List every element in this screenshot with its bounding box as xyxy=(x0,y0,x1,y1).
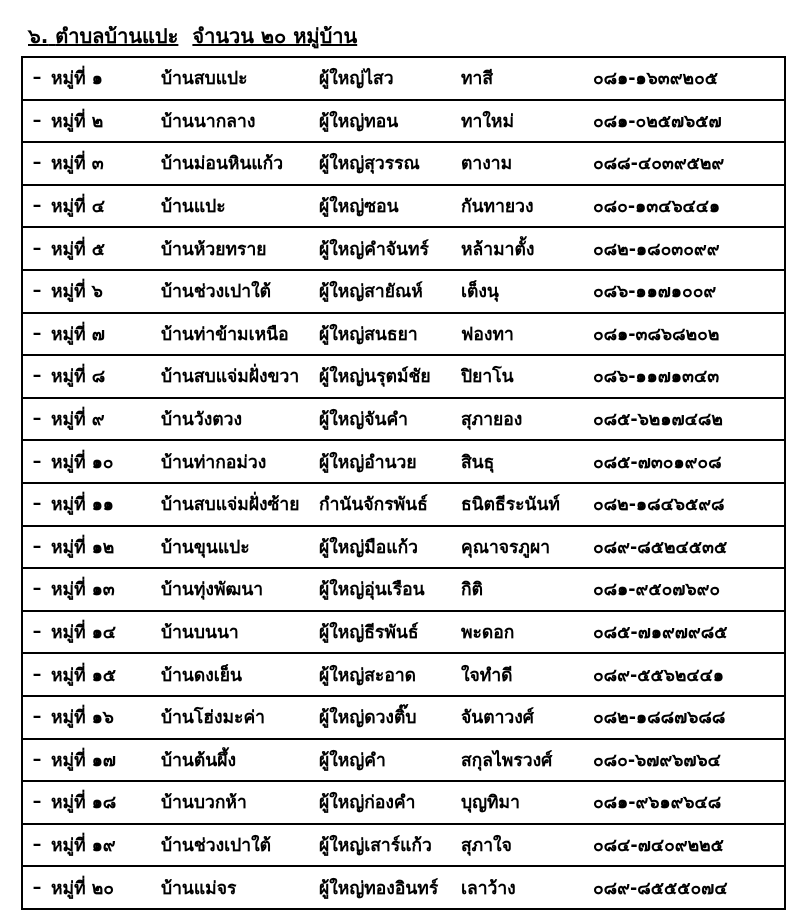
row-bullet: – xyxy=(32,68,42,89)
village-name: บ้านสบแจ่มฝั่งขวา xyxy=(161,367,300,388)
phone-number: ๐๘๙-๕๕๖๒๔๔๑ xyxy=(593,665,724,686)
village-table xyxy=(21,56,786,910)
village-row xyxy=(22,355,785,398)
village-name: บ้านต้นผึ้ง xyxy=(161,750,237,771)
phone-number: ๐๘๑-๙๖๑๙๖๔๘ xyxy=(593,793,722,814)
headman-name: ผู้ใหญ่นรุตม์ชัย xyxy=(319,367,431,388)
village-name: บ้านห้วยทราย xyxy=(161,239,267,260)
phone-number: ๐๘๔-๗๔๐๙๒๒๕ xyxy=(593,835,724,856)
village-row xyxy=(22,526,785,569)
phone-number: ๐๘๕-๗๓๐๑๙๐๘ xyxy=(593,452,722,473)
village-number: หมู่ที่ ๒ xyxy=(51,111,104,132)
headman-surname: ธนิตธีระนันท์ xyxy=(461,495,560,516)
headman-name: ผู้ใหญ่คำจันทร์ xyxy=(319,239,429,260)
village-number: หมู่ที่ ๑๕ xyxy=(51,665,117,686)
headman-name: ผู้ใหญ่มือแก้ว xyxy=(319,537,418,558)
phone-number: ๐๘๑-๙๕๐๗๖๙๐ xyxy=(593,580,721,601)
village-name: บ้านสบแปะ xyxy=(161,69,248,90)
headman-surname: ตางาม xyxy=(461,154,513,175)
village-row xyxy=(22,696,785,739)
village-number: หมู่ที่ ๑๙ xyxy=(51,835,116,856)
row-bullet: – xyxy=(32,409,42,430)
village-number: หมู่ที่ ๗ xyxy=(51,324,105,345)
village-row xyxy=(22,611,785,654)
headman-name: ผู้ใหญ่คำ xyxy=(319,750,386,771)
village-number: หมู่ที่ ๒๐ xyxy=(51,878,114,899)
row-bullet: – xyxy=(32,792,42,813)
row-bullet: – xyxy=(32,834,42,855)
headman-surname: จันตาวงศ์ xyxy=(461,708,534,729)
village-row xyxy=(22,270,785,313)
village-row xyxy=(22,100,785,143)
subdistrict-name: ตำบลบ้านแปะ xyxy=(55,24,179,48)
row-bullet: – xyxy=(32,196,42,217)
phone-number: ๐๘๑-๓๘๖๘๒๐๒ xyxy=(593,324,720,345)
row-bullet: – xyxy=(32,749,42,770)
headman-surname: บุญทิมา xyxy=(461,793,520,814)
village-name: บ้านโฮ่งมะค่า xyxy=(161,708,265,729)
phone-number: ๐๘๘-๔๐๓๙๕๒๙ xyxy=(593,154,725,175)
village-row xyxy=(22,739,785,782)
headman-surname: ทาใหม่ xyxy=(461,111,514,132)
row-bullet: – xyxy=(32,281,42,302)
phone-number: ๐๘๐-๑๓๔๖๔๔๑ xyxy=(593,197,721,218)
village-name: บ้านม่อนหินแก้ว xyxy=(161,154,284,175)
village-name: บ้านแม่จร xyxy=(161,878,237,899)
village-row xyxy=(22,781,785,824)
row-bullet: – xyxy=(32,494,42,515)
village-row xyxy=(22,398,785,441)
phone-number: ๐๘๙-๘๕๕๕๐๗๔ xyxy=(593,878,728,899)
headman-surname: สุภาใจ xyxy=(461,835,512,856)
headman-name: ผู้ใหญ่สะอาด xyxy=(319,665,417,686)
phone-number: ๐๘๕-๖๒๑๗๔๘๒ xyxy=(593,410,723,431)
village-number: หมู่ที่ ๑๖ xyxy=(51,708,114,729)
village-number: หมู่ที่ ๕ xyxy=(51,239,105,260)
village-number: หมู่ที่ ๑๗ xyxy=(51,750,116,771)
village-rows xyxy=(22,57,785,909)
village-row xyxy=(22,483,785,526)
headman-name: ผู้ใหญ่จันคำ xyxy=(319,410,408,431)
village-name: บ้านนากลาง xyxy=(161,111,256,132)
headman-name: ผู้ใหญ่สนธยา xyxy=(319,324,418,345)
village-name: บ้านช่วงเปาใต้ xyxy=(161,282,271,303)
village-row xyxy=(22,185,785,228)
row-bullet: – xyxy=(32,451,42,472)
headman-surname: คุณาจรภูผา xyxy=(461,537,551,558)
village-row xyxy=(22,866,785,909)
village-name: บ้านบนนา xyxy=(161,623,239,644)
village-row xyxy=(22,227,785,270)
village-row xyxy=(22,313,785,356)
village-number: หมู่ที่ ๑๘ xyxy=(51,793,117,814)
headman-surname: ฟองทา xyxy=(461,324,514,345)
village-number: หมู่ที่ ๑ xyxy=(51,69,103,90)
village-count: จำนวน ๒๐ หมู่บ้าน xyxy=(192,24,358,48)
village-row xyxy=(22,440,785,483)
headman-name: ผู้ใหญ่ทอน xyxy=(319,111,399,132)
row-bullet: – xyxy=(32,877,42,898)
section-heading xyxy=(28,20,357,52)
headman-name: ผู้ใหญ่ทองอินทร์ xyxy=(319,878,439,899)
row-bullet: – xyxy=(32,153,42,174)
row-bullet: – xyxy=(32,707,42,728)
headman-surname: สกุลไพรวงศ์ xyxy=(461,750,553,771)
headman-name: ผู้ใหญ่อำนวย xyxy=(319,452,417,473)
headman-surname: กิติ xyxy=(461,580,483,601)
village-name: บ้านวังตวง xyxy=(161,410,243,431)
headman-surname: ใจทำดี xyxy=(461,665,513,686)
phone-number: ๐๘๙-๘๕๒๔๕๓๕ xyxy=(593,537,728,558)
headman-surname: สินธุ xyxy=(461,452,495,473)
headman-name: ผู้ใหญ่สุวรรณ xyxy=(319,154,420,175)
section-number: ๖. xyxy=(28,24,49,48)
village-number: หมู่ที่ ๑๔ xyxy=(51,623,117,644)
village-name: บ้านท่าข้ามเหนือ xyxy=(161,324,289,345)
village-row xyxy=(22,653,785,696)
headman-name: ผู้ใหญ่อุ่นเรือน xyxy=(319,580,425,601)
village-number: หมู่ที่ ๑๑ xyxy=(51,495,114,516)
headman-name: ผู้ใหญ่ธีรพันธ์ xyxy=(319,623,419,644)
row-bullet: – xyxy=(32,238,42,259)
headman-surname: เต็งนุ xyxy=(461,282,499,303)
phone-number: ๐๘๑-๐๒๕๗๖๕๗ xyxy=(593,111,722,132)
phone-number: ๐๘๖-๑๑๗๑๓๔๓ xyxy=(593,367,720,388)
village-row xyxy=(22,824,785,867)
village-name: บ้านสบแจ่มฝั่งซ้าย xyxy=(161,495,300,516)
phone-number: ๐๘๕-๗๑๙๗๙๘๕ xyxy=(593,623,728,644)
row-bullet: – xyxy=(32,579,42,600)
village-number: หมู่ที่ ๙ xyxy=(51,410,105,431)
village-name: บ้านดงเย็น xyxy=(161,665,243,686)
village-row xyxy=(22,142,785,185)
village-number: หมู่ที่ ๑๓ xyxy=(51,580,115,601)
row-bullet: – xyxy=(32,536,42,557)
village-number: หมู่ที่ ๖ xyxy=(51,282,103,303)
village-number: หมู่ที่ ๓ xyxy=(51,154,104,175)
village-row xyxy=(22,568,785,611)
phone-number: ๐๘๐-๖๗๙๖๗๖๔ xyxy=(593,750,721,771)
row-bullet: – xyxy=(32,366,42,387)
phone-number: ๐๘๒-๑๘๔๖๕๙๘ xyxy=(593,495,725,516)
row-bullet: – xyxy=(32,664,42,685)
village-name: บ้านช่วงเปาใต้ xyxy=(161,835,271,856)
phone-number: ๐๘๒-๑๘๘๗๖๘๘ xyxy=(593,708,726,729)
village-name: บ้านแปะ xyxy=(161,197,226,218)
village-number: หมู่ที่ ๑๒ xyxy=(51,537,115,558)
headman-surname: เลาว้าง xyxy=(461,878,516,899)
phone-number: ๐๘๑-๑๖๓๙๒๐๕ xyxy=(593,69,719,90)
phone-number: ๐๘๖-๑๑๗๑๐๐๙ xyxy=(593,282,717,303)
headman-surname: พะดอก xyxy=(461,623,515,644)
headman-surname: ปิยาโน xyxy=(461,367,514,388)
village-number: หมู่ที่ ๘ xyxy=(51,367,106,388)
headman-surname: กันทายวง xyxy=(461,197,534,218)
row-bullet: – xyxy=(32,323,42,344)
village-name: บ้านบวกห้า xyxy=(161,793,247,814)
phone-number: ๐๘๒-๑๘๐๓๐๙๙ xyxy=(593,239,720,260)
headman-name: กำนันจักรพันธ์ xyxy=(319,495,428,516)
village-name: บ้านท่ากอม่วง xyxy=(161,452,267,473)
headman-surname: หล้ามาตั้ง xyxy=(461,239,535,260)
village-row xyxy=(22,57,785,100)
village-name: บ้านขุนแปะ xyxy=(161,537,250,558)
row-bullet: – xyxy=(32,110,42,131)
row-bullet: – xyxy=(32,622,42,643)
headman-surname: สุภายอง xyxy=(461,410,523,431)
headman-name: ผู้ใหญ่ก่องคำ xyxy=(319,793,416,814)
village-number: หมู่ที่ ๑๐ xyxy=(51,452,114,473)
village-name: บ้านทุ่งพัฒนา xyxy=(161,580,264,601)
headman-name: ผู้ใหญ่ดวงติ๊บ xyxy=(319,708,417,729)
headman-name: ผู้ใหญ่เสาร์แก้ว xyxy=(319,835,432,856)
headman-surname: ทาสี xyxy=(461,69,494,90)
headman-name: ผู้ใหญ่ไสว xyxy=(319,69,394,90)
headman-name: ผู้ใหญ่สายัณห์ xyxy=(319,282,423,303)
village-number: หมู่ที่ ๔ xyxy=(51,197,105,218)
headman-name: ผู้ใหญ่ซอน xyxy=(319,197,399,218)
